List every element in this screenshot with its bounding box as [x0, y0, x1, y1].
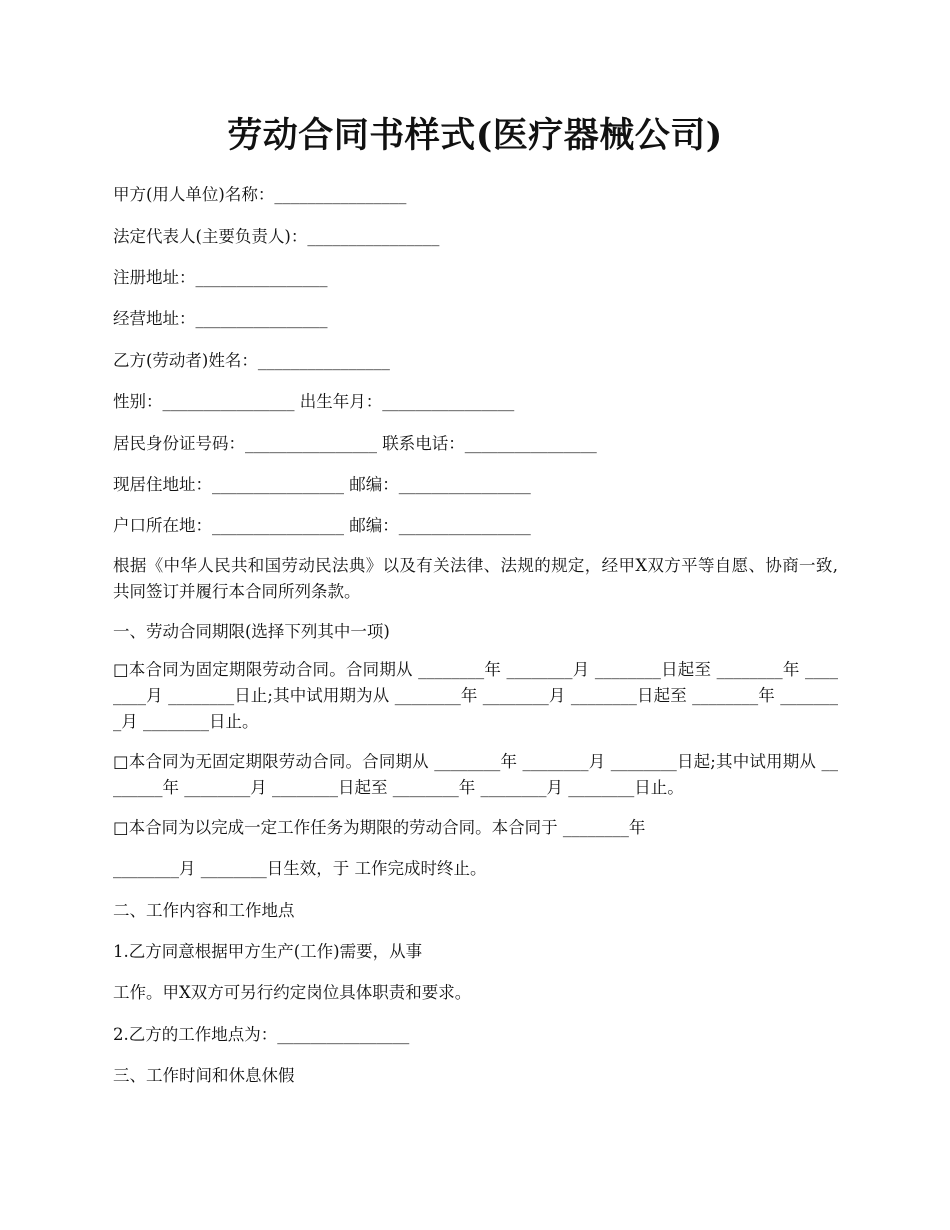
field-current-address: 现居住地址：________________ 邮编：________________	[113, 475, 531, 494]
contract-term-option-open-ended: □本合同为无固定期限劳动合同。合同期从 ________年 ________月 ________日起;其中试用期从 ________年 ________月 ________日起至 ________年 ________月 ________日止。	[113, 752, 838, 797]
work-content-line-2: 工作。甲X双方可另行约定岗位具体职责和要求。	[113, 983, 472, 1002]
field-employer-name: 甲方(用人单位)名称：________________	[113, 185, 407, 204]
contract-term-option-fixed: □本合同为固定期限劳动合同。合同期从 ________年 ________月 ________日起至 ________年 ________月 ________日止;其中试用期为从 ________年 ________月 ________日起至 ________年 ________月 ________日止。	[113, 660, 838, 731]
section-1-heading: 一、劳动合同期限(选择下列其中一项)	[113, 622, 390, 641]
field-id-phone: 居民身份证号码：________________ 联系电话：________________	[113, 434, 597, 453]
contract-term-option-task-line-1: □本合同为以完成一定工作任务为期限的劳动合同。本合同于 ________年	[113, 818, 646, 837]
field-registered-address: 注册地址：________________	[113, 268, 328, 287]
work-content-line-1: 1.乙方同意根据甲方生产(工作)需要，从事	[113, 942, 423, 961]
section-3-heading: 三、工作时间和休息休假	[113, 1066, 295, 1085]
field-business-address: 经营地址：________________	[113, 309, 328, 328]
document-title: 劳动合同书样式(医疗器械公司)	[227, 115, 723, 156]
intro-paragraph: 根据《中华人民共和国劳动民法典》以及有关法律、法规的规定，经甲X双方平等自愿、协商一致,共同签订并履行本合同所列条款。	[113, 556, 838, 601]
contract-term-option-task-line-2: ________月 ________日生效，于 工作完成时终止。	[113, 859, 487, 878]
field-employee-name: 乙方(劳动者)姓名：________________	[113, 351, 390, 370]
field-gender-birth: 性别：________________ 出生年月：________________	[113, 392, 515, 411]
field-household-register: 户口所在地：________________ 邮编：________________	[113, 516, 531, 535]
field-legal-representative: 法定代表人(主要负责人)：________________	[113, 227, 440, 246]
work-location: 2.乙方的工作地点为：________________	[113, 1025, 410, 1044]
section-2-heading: 二、工作内容和工作地点	[113, 901, 295, 920]
